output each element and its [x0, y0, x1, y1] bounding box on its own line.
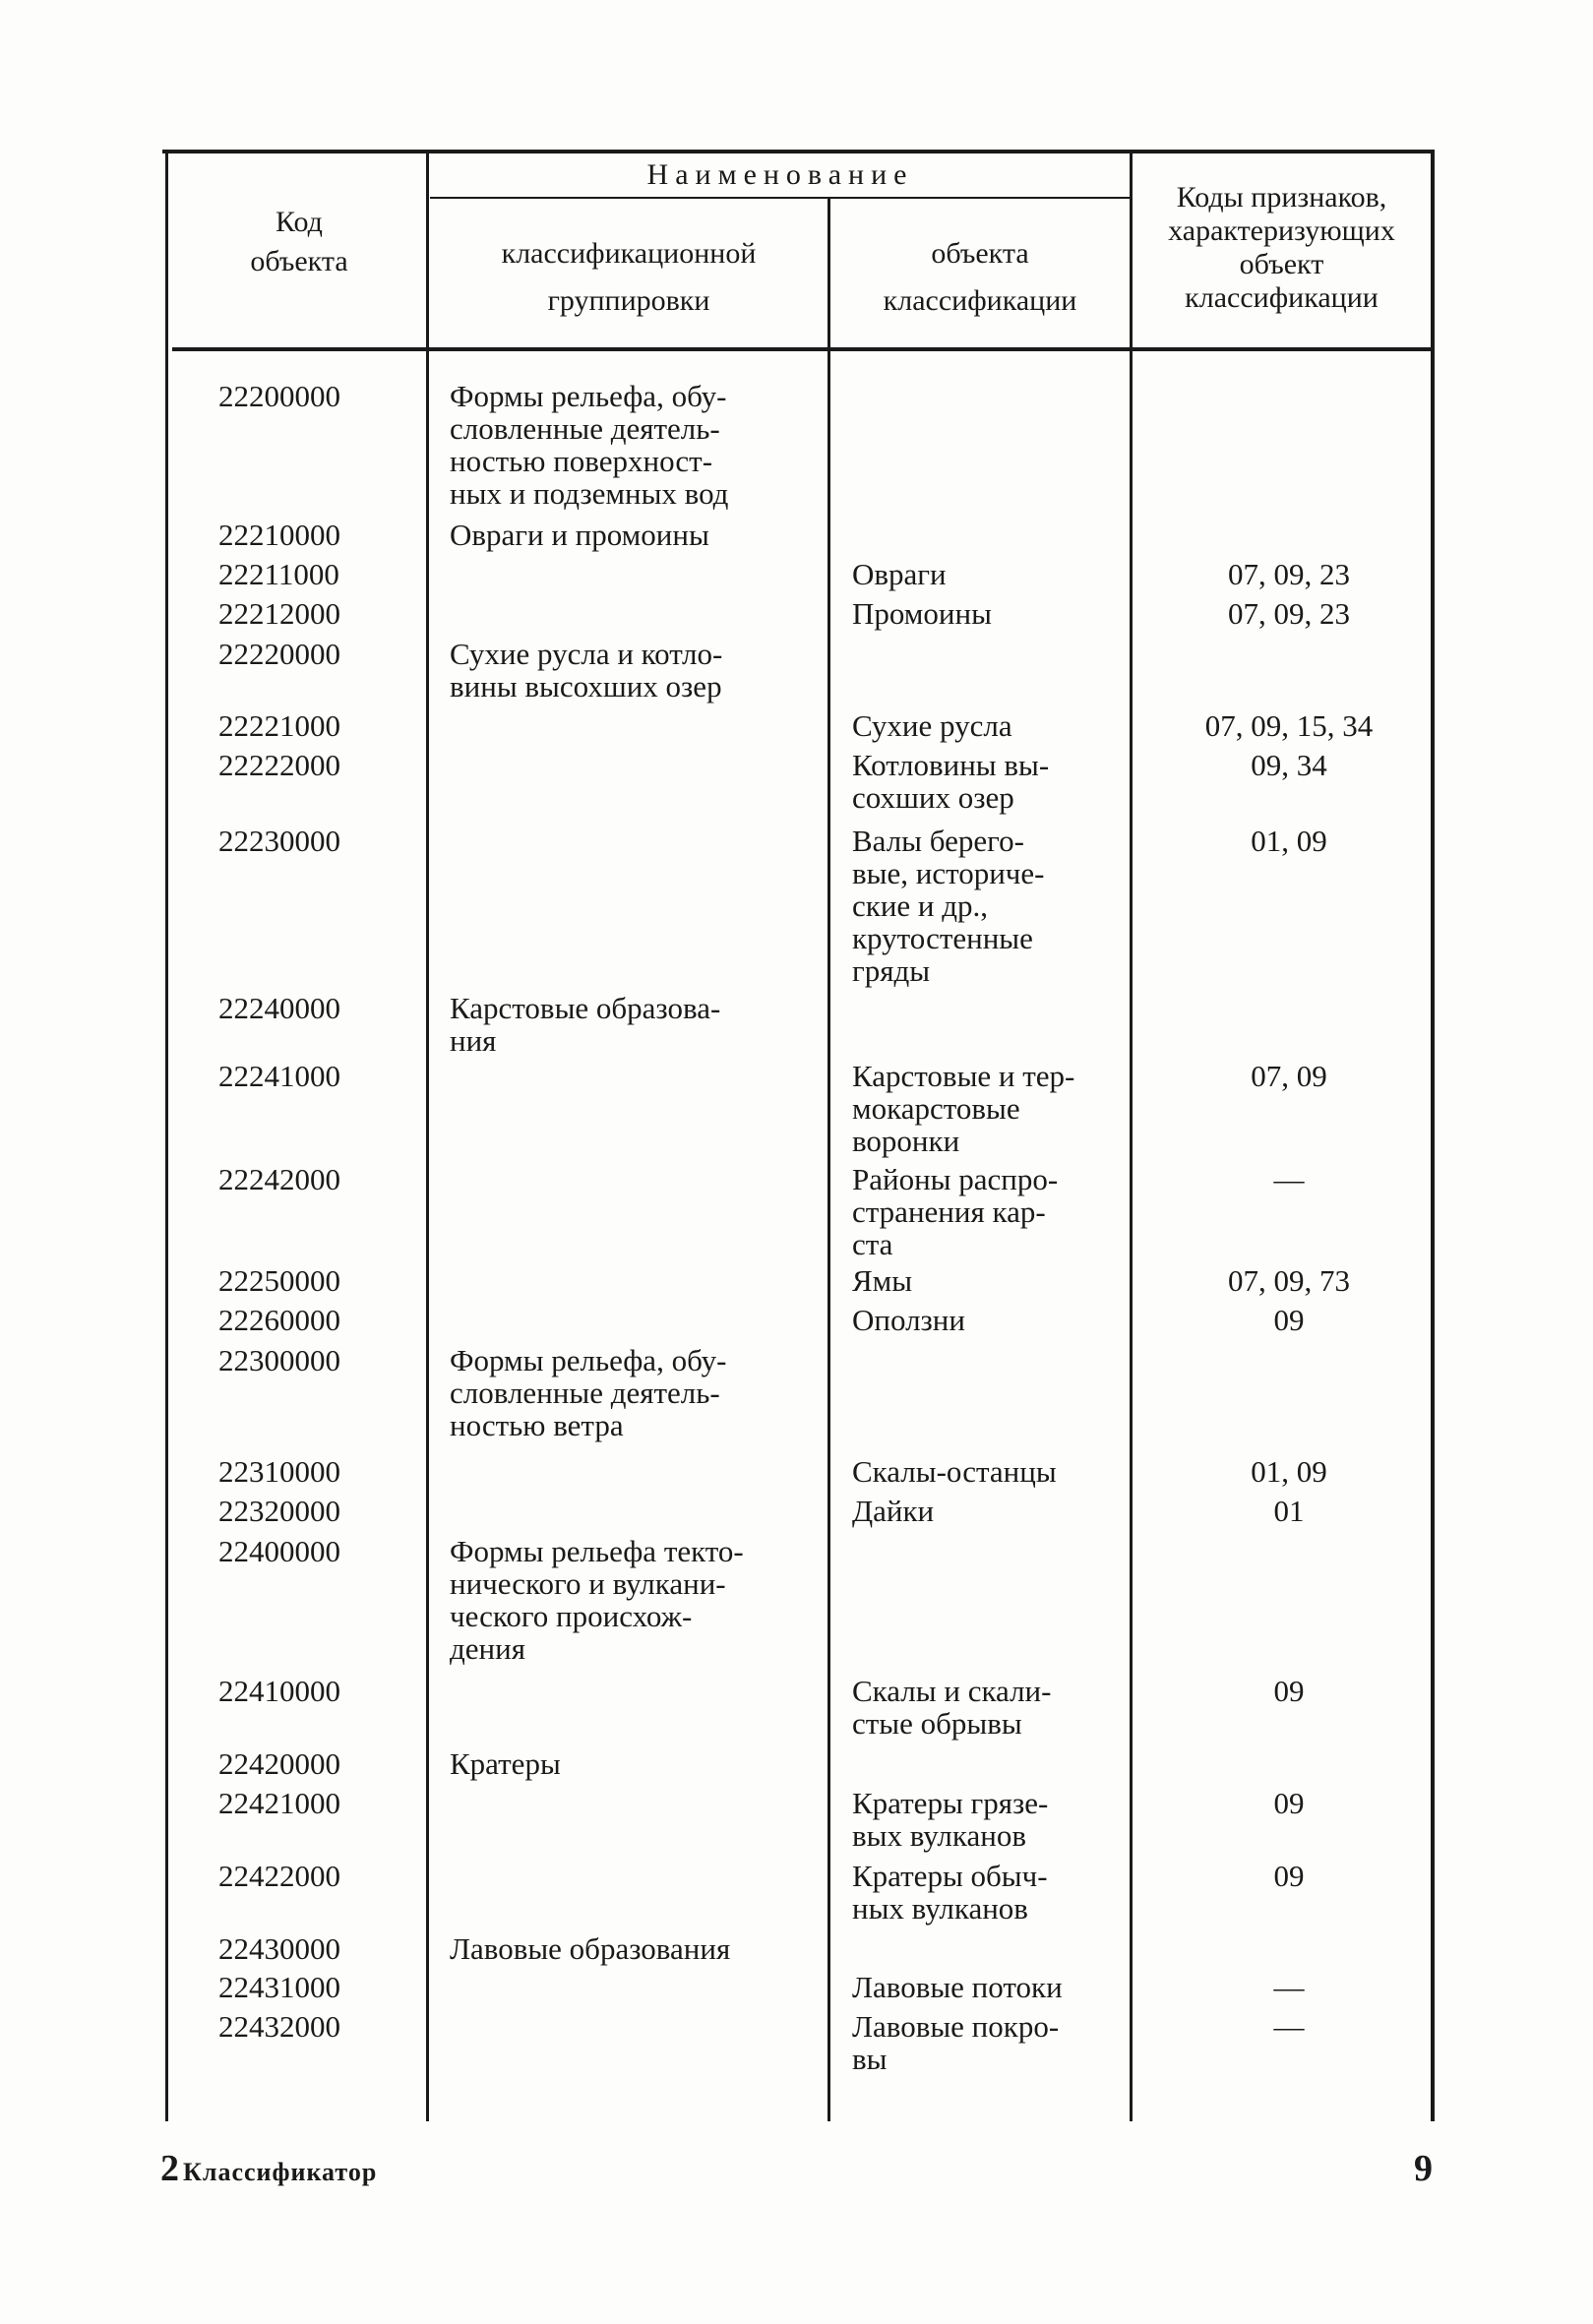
object-name-line: ста — [852, 1227, 893, 1261]
object-code — [218, 749, 366, 781]
attribute-codes-line: 07, 09, 23 — [1228, 596, 1350, 631]
object-code — [218, 1495, 366, 1527]
object-name-line: мокарстовые — [852, 1091, 1020, 1126]
group-name — [450, 1932, 794, 1965]
object-name-line: крутостенные — [852, 921, 1033, 955]
attribute-codes — [1151, 1675, 1427, 1707]
object-name — [852, 1304, 1118, 1336]
group-name — [450, 992, 794, 1057]
group-name-line: вины высохших озер — [450, 669, 722, 703]
object-name-line: Лавовые покро- — [852, 2009, 1060, 2044]
page-number: 9 — [1414, 2148, 1433, 2189]
object-name-line: Кратеры грязе- — [852, 1786, 1049, 1820]
object-code-line: 22220000 — [218, 637, 340, 671]
header-group-line: группировки — [547, 284, 710, 317]
name-span-rule — [430, 197, 1131, 199]
object-name-line: странения кар- — [852, 1194, 1046, 1229]
object-code-line: 22230000 — [218, 824, 340, 858]
header-attrs-line: характеризующих — [1168, 214, 1395, 247]
group-name — [450, 519, 794, 551]
attribute-codes-line: 01, 09 — [1251, 824, 1327, 858]
col-divider-group — [827, 199, 830, 2121]
group-name-line: нического и вулкани- — [450, 1566, 726, 1601]
object-code — [218, 1264, 366, 1297]
group-name-line: Формы рельефа, обу- — [450, 1343, 727, 1377]
header-attrs-line: Коды признаков, — [1176, 181, 1387, 214]
object-name — [852, 1455, 1118, 1488]
object-code-line: 22422000 — [218, 1859, 340, 1893]
header-attrs — [1133, 181, 1431, 315]
object-name-line: воронки — [852, 1124, 960, 1158]
attribute-codes — [1151, 1060, 1427, 1092]
object-name — [852, 749, 1118, 814]
attribute-codes-line: 09, 34 — [1251, 748, 1327, 782]
object-code-line: 22400000 — [218, 1534, 340, 1568]
attribute-codes-line: 07, 09 — [1251, 1059, 1327, 1093]
object-name-line: Ямы — [852, 1263, 913, 1298]
group-name-line: Карстовые образова- — [450, 991, 721, 1025]
footer-sheet-number: 2 — [160, 2148, 179, 2189]
object-name-line: Котловины вы- — [852, 748, 1050, 782]
attribute-codes — [1151, 558, 1427, 590]
header-group — [430, 230, 827, 325]
col-divider-object — [1130, 153, 1133, 2121]
group-name-line: Лавовые образования — [450, 1931, 731, 1966]
object-name-line: Районы распро- — [852, 1162, 1059, 1196]
attribute-codes — [1151, 1860, 1427, 1892]
attribute-codes-line: — — [1273, 1970, 1305, 2004]
object-name-line: стые обрывы — [852, 1706, 1022, 1741]
col-divider-left — [165, 153, 168, 2121]
group-name — [450, 638, 794, 703]
object-code-line: 22222000 — [218, 748, 340, 782]
object-name-line: гряды — [852, 953, 931, 988]
object-name-line: Овраги — [852, 557, 947, 591]
object-code-line: 22310000 — [218, 1454, 340, 1489]
group-name-line: Кратеры — [450, 1746, 561, 1781]
object-code-line: 22320000 — [218, 1494, 340, 1528]
object-name-line: ские и др., — [852, 888, 989, 923]
object-name — [852, 1163, 1118, 1260]
object-name — [852, 597, 1118, 630]
object-code — [218, 1163, 366, 1195]
group-name-line: ностью поверхност- — [450, 444, 713, 478]
object-code-line: 22200000 — [218, 379, 340, 413]
object-name — [852, 1264, 1118, 1297]
object-name-line: вые, историче- — [852, 856, 1045, 890]
attribute-codes-line: 01, 09 — [1251, 1454, 1327, 1489]
object-code — [218, 1971, 366, 2003]
attribute-codes — [1151, 1264, 1427, 1297]
object-name — [852, 1971, 1118, 2003]
object-code — [218, 1304, 366, 1336]
group-name — [450, 1535, 794, 1665]
object-code — [218, 1535, 366, 1567]
attribute-codes-line: 09 — [1273, 1859, 1305, 1893]
header-object-line: классификации — [883, 284, 1077, 317]
object-name — [852, 709, 1118, 742]
object-code — [218, 825, 366, 857]
attribute-codes-line: 01 — [1273, 1494, 1305, 1528]
object-code — [218, 1860, 366, 1892]
object-name — [852, 1675, 1118, 1740]
attribute-codes — [1151, 825, 1427, 857]
object-code — [218, 1787, 366, 1819]
group-name-line: дения — [450, 1631, 525, 1666]
object-name — [852, 1495, 1118, 1527]
object-name-line: Скалы-останцы — [852, 1454, 1057, 1489]
object-code — [218, 992, 366, 1024]
object-name — [852, 2010, 1118, 2075]
attribute-codes-line: 09 — [1273, 1674, 1305, 1708]
attribute-codes — [1151, 1787, 1427, 1819]
object-code-line: 22431000 — [218, 1970, 340, 2004]
object-code — [218, 558, 366, 590]
group-name-line: ческого происхож- — [450, 1599, 693, 1633]
object-code — [218, 1675, 366, 1707]
object-name-line: вых вулканов — [852, 1818, 1026, 1853]
group-name-line: словленные деятель- — [450, 411, 720, 446]
object-code — [218, 1747, 366, 1780]
group-name-line: Формы рельефа текто- — [450, 1534, 744, 1568]
object-code — [218, 1932, 366, 1965]
header-attrs-line: классификации — [1185, 281, 1379, 314]
col-divider-right — [1431, 153, 1435, 2121]
object-code-line: 22260000 — [218, 1303, 340, 1337]
attribute-codes-line: 09 — [1273, 1786, 1305, 1820]
attribute-codes — [1151, 709, 1427, 742]
object-code — [218, 380, 366, 412]
header-code-line: Код — [276, 206, 323, 238]
object-name-line: Валы берего- — [852, 824, 1024, 858]
object-code-line: 22240000 — [218, 991, 340, 1025]
object-code — [218, 1060, 366, 1092]
attribute-codes — [1151, 597, 1427, 630]
object-name — [852, 1860, 1118, 1925]
header-code-line: объекта — [250, 245, 348, 277]
group-name-line: ния — [450, 1023, 497, 1058]
attribute-codes — [1151, 2010, 1427, 2043]
object-name-line: Промоины — [852, 596, 992, 631]
object-name-line: Лавовые потоки — [852, 1970, 1063, 2004]
attribute-codes-line: — — [1273, 1162, 1305, 1196]
object-code-line: 22211000 — [218, 557, 339, 591]
header-attrs-line: объект — [1239, 248, 1324, 280]
top-rule — [162, 150, 1435, 153]
object-name-line: Оползни — [852, 1303, 965, 1337]
object-code-line: 22242000 — [218, 1162, 340, 1196]
attribute-codes — [1151, 1163, 1427, 1195]
header-object-line: объекта — [931, 237, 1029, 270]
attribute-codes — [1151, 1971, 1427, 2003]
object-name — [852, 1787, 1118, 1852]
object-code — [218, 709, 366, 742]
group-name — [450, 1747, 794, 1780]
header-bottom-rule — [172, 347, 1435, 351]
object-name-line: ных вулканов — [852, 1891, 1028, 1926]
footer-sheet-label: Классификатор — [183, 2158, 378, 2186]
header-code — [172, 203, 426, 281]
object-code-line: 22410000 — [218, 1674, 340, 1708]
object-name-line: Скалы и скали- — [852, 1674, 1052, 1708]
group-name-line: ностью ветра — [450, 1408, 624, 1442]
object-code-line: 22420000 — [218, 1746, 340, 1781]
group-name — [450, 1344, 794, 1441]
object-code — [218, 1344, 366, 1376]
object-name — [852, 825, 1118, 987]
attribute-codes — [1151, 749, 1427, 781]
group-name-line: Овраги и промоины — [450, 518, 709, 552]
attribute-codes-line: 09 — [1273, 1303, 1305, 1337]
attribute-codes-line: 07, 09, 23 — [1228, 557, 1350, 591]
object-code-line: 22210000 — [218, 518, 340, 552]
object-name-line: Дайки — [852, 1494, 935, 1528]
object-code — [218, 1455, 366, 1488]
header-name-title: Наименование — [646, 158, 914, 191]
header-object — [830, 230, 1130, 325]
group-name-line: Формы рельефа, обу- — [450, 379, 727, 413]
object-code-line: 22421000 — [218, 1786, 340, 1820]
attribute-codes — [1151, 1455, 1427, 1488]
object-code-line: 22430000 — [218, 1931, 340, 1966]
object-code-line: 22221000 — [218, 708, 340, 743]
object-code — [218, 638, 366, 670]
object-code — [218, 519, 366, 551]
object-code-line: 22241000 — [218, 1059, 340, 1093]
object-code — [218, 2010, 366, 2043]
object-code-line: 22300000 — [218, 1343, 340, 1377]
object-name-line: Сухие русла — [852, 708, 1012, 743]
group-name-line: Сухие русла и котло- — [450, 637, 723, 671]
group-name — [450, 380, 794, 510]
object-name — [852, 1060, 1118, 1157]
attribute-codes — [1151, 1495, 1427, 1527]
object-name-line: Кратеры обыч- — [852, 1859, 1048, 1893]
object-code — [218, 597, 366, 630]
header-group-line: классификационной — [501, 237, 757, 270]
group-name-line: словленные деятель- — [450, 1376, 720, 1410]
object-name — [852, 558, 1118, 590]
attribute-codes — [1151, 1304, 1427, 1336]
object-code-line: 22212000 — [218, 596, 340, 631]
object-name-line: Карстовые и тер- — [852, 1059, 1075, 1093]
attribute-codes-line: 07, 09, 15, 34 — [1204, 708, 1374, 743]
footer-sheet — [160, 2147, 377, 2190]
object-code-line: 22250000 — [218, 1263, 340, 1298]
attribute-codes-line: 07, 09, 73 — [1228, 1263, 1350, 1298]
col-divider-code — [426, 153, 429, 2121]
group-name-line: ных и подземных вод — [450, 476, 729, 511]
attribute-codes-line: — — [1273, 2009, 1305, 2044]
object-name-line: вы — [852, 2042, 888, 2076]
object-name-line: сохших озер — [852, 780, 1014, 815]
object-code-line: 22432000 — [218, 2009, 340, 2044]
